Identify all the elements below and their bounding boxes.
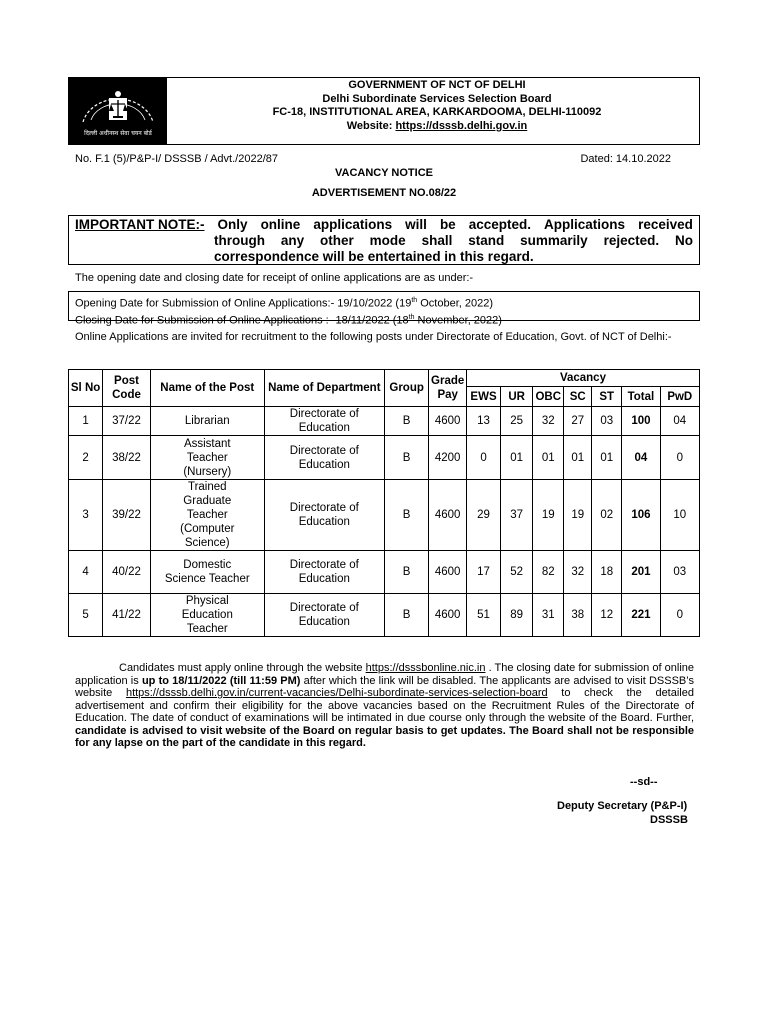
important-note-word: Only (217, 217, 248, 232)
closing-date (75, 311, 699, 328)
cell-department: Directorate of Education (264, 407, 384, 436)
important-note-word: summarily (520, 233, 588, 248)
cell-sl-no: 3 (69, 480, 103, 551)
cell-ur: 89 (501, 594, 533, 637)
header-sc: SC (564, 387, 592, 407)
cell-sc: 19 (564, 480, 592, 551)
cell-post-name: Domestic Science Teacher (150, 551, 264, 594)
header-vacancy: Vacancy (466, 370, 699, 387)
opening-date-text: Opening Date for Submission of Online Applications:- 19/10/2022 (19 (75, 297, 412, 310)
opening-date (75, 294, 699, 311)
header-post-code: Post Code (103, 370, 151, 407)
cell-sl-no: 2 (69, 436, 103, 480)
important-note-word: will (405, 217, 427, 232)
cell-total: 100 (622, 407, 660, 436)
cell-sc: 01 (564, 436, 592, 480)
board-name: Delhi Subordinate Services Selection Board (322, 92, 552, 105)
cell-post-code: 38/22 (103, 436, 151, 480)
cell-post-code: 40/22 (103, 551, 151, 594)
closing-date-text: Closing Date for Submission of Online Applications :- 18/11/2022 (18 (75, 314, 409, 327)
header-ews: EWS (466, 387, 500, 407)
important-note-word: accepted. (468, 217, 532, 232)
closing-date-tail: November, 2022) (414, 314, 502, 327)
important-note-word: mode (369, 233, 406, 248)
header-obc: OBC (533, 387, 564, 407)
notice-title: VACANCY NOTICE (335, 167, 433, 179)
cell-grade-pay: 4600 (429, 551, 467, 594)
cell-total: 201 (622, 551, 660, 594)
notice-date: Dated: 14.10.2022 (580, 153, 671, 165)
important-note-word: through (214, 233, 265, 248)
cell-obc: 01 (533, 436, 564, 480)
cell-ews: 29 (466, 480, 500, 551)
cell-department: Directorate of Education (264, 594, 384, 637)
cell-post-code: 37/22 (103, 407, 151, 436)
cell-department: Directorate of Education (264, 480, 384, 551)
posts-intro: Online Applications are invited for recruitment to the following posts under Directorate of Education, Govt. of NCT of Delhi:- (75, 331, 672, 343)
cell-pwd: 0 (660, 594, 699, 637)
cell-ur: 01 (501, 436, 533, 480)
signatory-organisation: DSSSB (650, 814, 688, 826)
cell-grade-pay: 4200 (429, 436, 467, 480)
cell-department: Directorate of Education (264, 551, 384, 594)
header-ur: UR (501, 387, 533, 407)
header-pwd: PwD (660, 387, 699, 407)
cell-ur: 25 (501, 407, 533, 436)
important-note-word: any (280, 233, 305, 248)
signatory-designation: Deputy Secretary (P&P-I) (557, 800, 688, 812)
cell-pwd: 03 (660, 551, 699, 594)
table-row (69, 551, 700, 594)
cell-ur: 52 (501, 551, 533, 594)
important-note-word: stand (468, 233, 505, 248)
table-row (69, 480, 700, 551)
cell-st: 01 (592, 436, 622, 480)
para-text-2: . The closing date for submission of online application is (75, 662, 694, 687)
cell-post-name: Physical Education Teacher (150, 594, 264, 637)
cell-st: 18 (592, 551, 622, 594)
cell-ews: 13 (466, 407, 500, 436)
application-dates-box (68, 291, 700, 327)
cell-obc: 19 (533, 480, 564, 551)
cell-post-name: Trained Graduate Teacher (Computer Science) (150, 480, 264, 551)
cell-post-name: Assistant Teacher (Nursery) (150, 436, 264, 480)
cell-post-code: 41/22 (103, 594, 151, 637)
cell-post-code: 39/22 (103, 480, 151, 551)
signature-mark: --sd-- (630, 776, 658, 788)
important-note-box (68, 215, 700, 265)
cell-pwd: 10 (660, 480, 699, 551)
dates-intro: The opening date and closing date for receipt of online applications are as under:- (75, 272, 474, 284)
cell-pwd: 0 (660, 436, 699, 480)
para-text-4: to check the detailed advertisement and confirm their eligibility for the above vacancies based on the Recruitment Rules of the Directorate of Education. The date of conduct of examinations will be intimated in due course only through the website of the Board. Further, (75, 687, 694, 724)
important-note-word: be (439, 217, 456, 232)
cell-sc: 32 (564, 551, 592, 594)
cell-group: B (384, 407, 429, 436)
cell-ews: 0 (466, 436, 500, 480)
important-note-word: No (675, 233, 693, 248)
opening-date-tail: October, 2022) (417, 297, 493, 310)
vacancy-table (68, 369, 700, 637)
govt-line: GOVERNMENT OF NCT OF DELHI (348, 79, 526, 91)
cell-sl-no: 1 (69, 407, 103, 436)
cell-group: B (384, 594, 429, 637)
header-grade-pay: Grade Pay (429, 370, 467, 407)
cell-grade-pay: 4600 (429, 594, 467, 637)
website-label: Website: (346, 119, 396, 132)
important-note-word: rejected. (603, 233, 660, 248)
cell-pwd: 04 (660, 407, 699, 436)
important-note-word: shall (421, 233, 453, 248)
advertisement-number: ADVERTISEMENT NO.08/22 (311, 187, 457, 199)
header-department: Name of Department (264, 370, 384, 407)
important-note-word: received (638, 217, 693, 232)
closing-date-sup: th (408, 313, 415, 321)
table-row (69, 436, 700, 480)
cell-obc: 32 (533, 407, 564, 436)
cell-ews: 17 (466, 551, 500, 594)
cell-department: Directorate of Education (264, 436, 384, 480)
cell-sl-no: 4 (69, 551, 103, 594)
opening-date-sup: th (411, 297, 418, 304)
instructions-paragraph (75, 662, 694, 750)
cell-post-name: Librarian (150, 407, 264, 436)
cell-st: 12 (592, 594, 622, 637)
cell-obc: 82 (533, 551, 564, 594)
cell-grade-pay: 4600 (429, 407, 467, 436)
cell-st: 02 (592, 480, 622, 551)
cell-ur: 37 (501, 480, 533, 551)
cell-grade-pay: 4600 (429, 480, 467, 551)
reference-number: No. F.1 (5)/P&P-I/ DSSSB / Advt./2022/87 (75, 153, 278, 165)
header-post-name: Name of the Post (150, 370, 264, 407)
important-note-label: IMPORTANT NOTE:- (75, 217, 205, 232)
cell-ews: 51 (466, 594, 500, 637)
cell-obc: 31 (533, 594, 564, 637)
dsssb-emblem-logo (69, 78, 167, 144)
closing-deadline: up to 18/11/2022 (till 11:59 PM) (141, 674, 301, 687)
cell-st: 03 (592, 407, 622, 436)
header-st: ST (592, 387, 622, 407)
important-note-line3: correspondence will be entertained in this regard. (214, 249, 534, 264)
online-apply-link[interactable]: https://dsssbonline.nic.in (365, 662, 486, 674)
header-group: Group (384, 370, 429, 407)
important-note-word: other (320, 233, 354, 248)
board-address: FC-18, INSTITUTIONAL AREA, KARKARDOOMA, DELHI-110092 (272, 106, 602, 118)
cell-group: B (384, 436, 429, 480)
vacancies-page-link[interactable]: https://dsssb.delhi.gov.in/current-vacancies/Delhi-subordinate-services-selection-board (125, 687, 548, 699)
important-note-word: Applications (544, 217, 626, 232)
important-note-word: online (260, 217, 301, 232)
cell-group: B (384, 480, 429, 551)
cell-sl-no: 5 (69, 594, 103, 637)
cell-group: B (384, 551, 429, 594)
website-link[interactable]: https://dsssb.delhi.gov.in (395, 119, 528, 132)
logo-caption: दिल्ली अधीनस्थ सेवा चयन बोर्ड (84, 130, 152, 137)
para-text-1: Candidates must apply online through the website (119, 662, 366, 674)
important-note-word: applications (313, 217, 393, 232)
cell-sc: 27 (564, 407, 592, 436)
header-sl-no: Sl No (69, 370, 103, 407)
board-advisory: candidate is advised to visit website of the Board on regular basis to get updates. The Board shall not be responsible for any lapse on the part of the candidate in this regard. (75, 724, 694, 749)
header-total: Total (622, 387, 660, 407)
letterhead-box (68, 77, 700, 145)
cell-sc: 38 (564, 594, 592, 637)
cell-total: 106 (622, 480, 660, 551)
website-line (179, 120, 695, 134)
para-text-3: after which the link will be disabled. The applicants are advised to visit DSSSB’s website (75, 674, 695, 699)
table-row (69, 407, 700, 436)
table-row (69, 594, 700, 637)
cell-total: 04 (622, 436, 660, 480)
cell-total: 221 (622, 594, 660, 637)
